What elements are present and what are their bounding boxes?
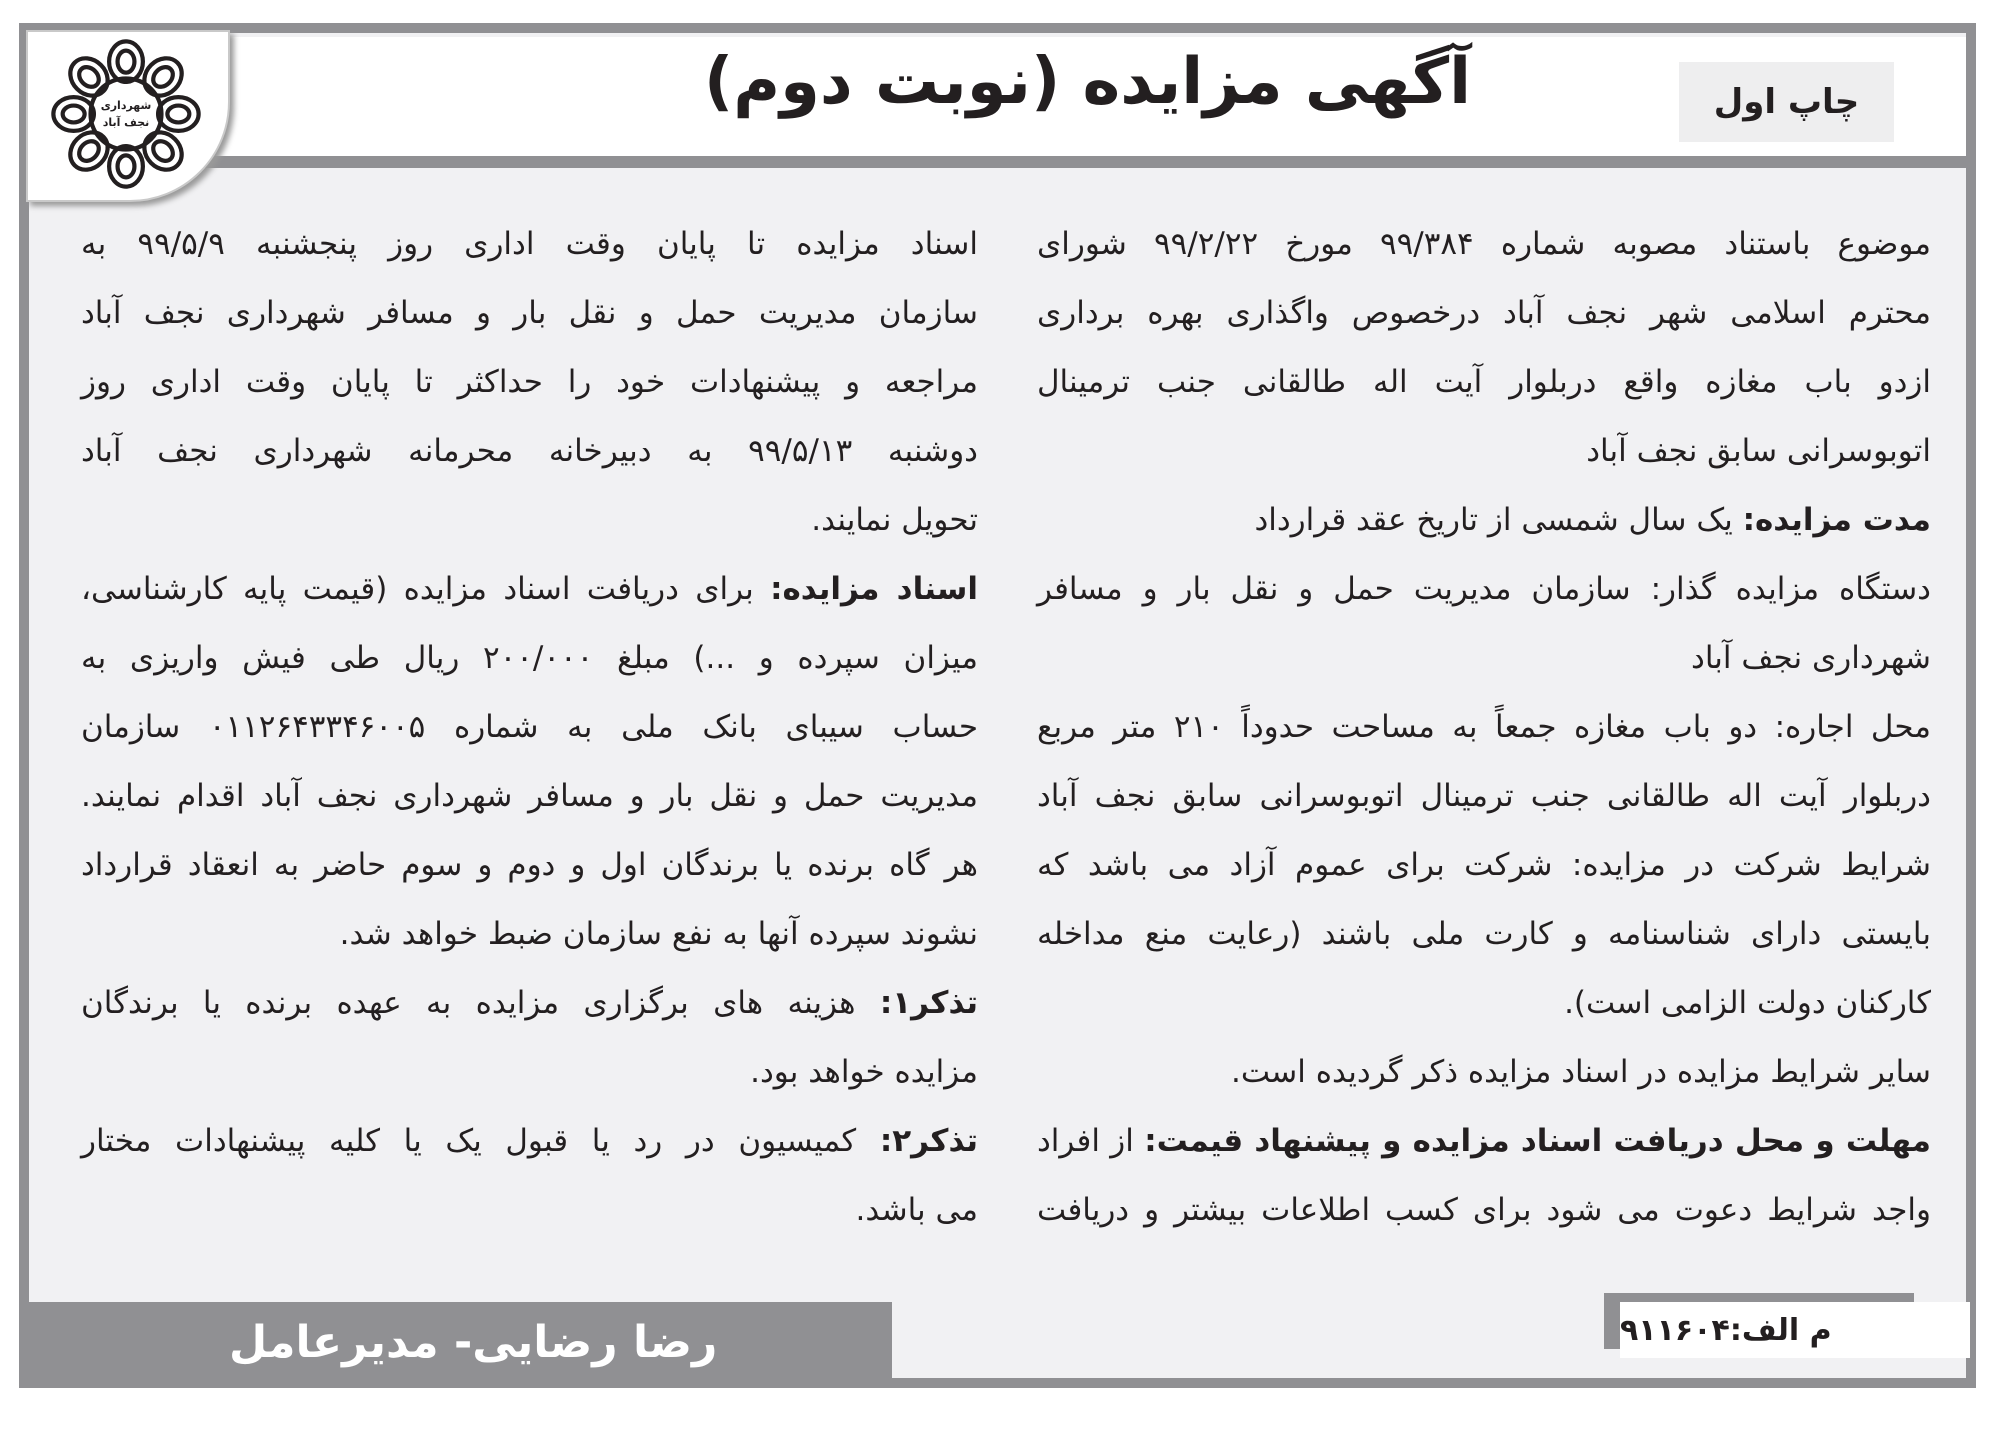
signature-text: رضا رضایی- مدیرعامل: [229, 1317, 718, 1368]
text-line: [1037, 624, 1931, 693]
line-text: شرایط شرکت در مزایده: شرکت برای عموم آزاد می باشد که: [1037, 847, 1931, 883]
bold-heading: تذکر۲:: [879, 1123, 978, 1159]
text-line: [1037, 279, 1931, 348]
svg-text:شهرداری: شهرداری: [100, 98, 152, 112]
text-line: [1037, 348, 1931, 417]
line-text: میزان سپرده و ...) مبلغ ۲۰۰/۰۰۰ ریال طی فیش واریزی به: [81, 640, 978, 676]
line-text: محل اجاره: دو باب مغازه جمعاً به مساحت حدوداً ۲۱۰ متر مربع: [1037, 709, 1931, 745]
text-line: [1037, 1038, 1931, 1107]
text-line: [1037, 210, 1931, 279]
line-text: اسناد مزایده تا پایان وقت اداری روز پنجشنبه ۹۹/۵/۹ به: [81, 226, 978, 262]
text-line: [81, 555, 978, 624]
line-text: یک سال شمسی از تاریخ عقد قرارداد: [1254, 502, 1743, 538]
line-text: مدیریت حمل و نقل بار و مسافر شهرداری نجف آباد اقدام نمایند.: [81, 778, 978, 814]
line-text: کمیسیون در رد یا قبول یک یا کلیه پیشنهادات مختار: [81, 1123, 880, 1159]
text-line: [1037, 555, 1931, 624]
text-line: [1037, 1176, 1931, 1245]
text-line: [81, 486, 978, 555]
line-text: می باشد.: [855, 1192, 978, 1228]
text-line: [81, 210, 978, 279]
line-text: نشوند سپرده آنها به نفع سازمان ضبط خواهد شد.: [339, 916, 978, 952]
line-text: شهرداری نجف آباد: [1691, 640, 1931, 676]
text-line: [1037, 486, 1931, 555]
text-line: [1037, 417, 1931, 486]
line-text: موضوع باستناد مصوبه شماره ۹۹/۳۸۴ مورخ ۹۹/۲/۲۲ شورای: [1037, 226, 1932, 262]
line-text: هر گاه برنده یا برندگان اول و دوم و سوم حاضر به انعقاد قرارداد: [81, 847, 978, 883]
line-text: برای دریافت اسناد مزایده (قیمت پایه کارشناسی،: [81, 571, 771, 607]
text-line: [1037, 762, 1931, 831]
line-text: ازدو باب مغازه واقع دربلوار آیت اله طالقانی جنب ترمینال: [1037, 364, 1931, 400]
text-line: [81, 900, 978, 969]
ad-code-box: [1620, 1302, 1970, 1358]
line-text: مراجعه و پیشنهادات خود را حداکثر تا پایان وقت اداری روز: [81, 364, 978, 400]
text-line: [81, 348, 978, 417]
text-line: [81, 693, 978, 762]
text-line: [81, 831, 978, 900]
text-line: [81, 417, 978, 486]
text-line: [81, 279, 978, 348]
bold-heading: مدت مزایده:: [1742, 502, 1931, 538]
line-text: مزایده خواهد بود.: [750, 1054, 978, 1090]
right-text-column: [1037, 210, 1931, 1245]
line-text: کارکنان دولت الزامی است).: [1564, 985, 1931, 1021]
line-text: واجد شرایط دعوت می شود برای کسب اطلاعات بیشتر و دریافت: [1037, 1192, 1931, 1228]
line-text: سازمان مدیریت حمل و نقل بار و مسافر شهرداری نجف آباد: [81, 295, 978, 331]
text-line: [81, 1038, 978, 1107]
ad-code: م الف:۹۱۱۶۰۴: [1620, 1312, 1832, 1348]
line-text: حساب سیبای بانک ملی به شماره ۰۱۱۲۶۴۳۳۴۶۰۰۵ سازمان: [81, 709, 979, 745]
text-line: [81, 969, 978, 1038]
bold-heading: مهلت و محل دریافت اسناد مزایده و پیشنهاد قیمت:: [1144, 1123, 1931, 1159]
text-line: [1037, 693, 1931, 762]
text-line: [81, 1107, 978, 1176]
line-text: دربلوار آیت اله طالقانی جنب ترمینال اتوبوسرانی سابق نجف آباد: [1037, 778, 1931, 814]
text-line: [1037, 900, 1931, 969]
line-text: تحویل نمایند.: [811, 502, 978, 538]
municipality-logo: [26, 30, 230, 202]
line-text: محترم اسلامی شهر نجف آباد درخصوص واگذاری بهره برداری: [1037, 295, 1931, 331]
text-line: [81, 1176, 978, 1245]
text-line: [1037, 1107, 1931, 1176]
bold-heading: تذکر۱:: [879, 985, 978, 1021]
text-line: [81, 624, 978, 693]
left-text-column: [81, 210, 978, 1245]
line-text: دوشنبه ۹۹/۵/۱۳ به دبیرخانه محرمانه شهرداری نجف آباد: [81, 433, 978, 469]
line-text: از افراد: [1037, 1123, 1145, 1159]
text-line: [1037, 969, 1931, 1038]
edition-badge: چاپ اول: [1679, 62, 1894, 142]
notice-header: [29, 37, 1966, 168]
text-line: [1037, 831, 1931, 900]
logo-emblem-icon: [50, 38, 202, 190]
bold-heading: اسناد مزایده:: [770, 571, 978, 607]
notice-title: آگهی مزایده (نوبت دوم): [703, 45, 1472, 119]
line-text: هزینه های برگزاری مزایده به عهده برنده یا برندگان: [81, 985, 880, 1021]
line-text: دستگاه مزایده گذار: سازمان مدیریت حمل و نقل بار و مسافر: [1037, 571, 1931, 607]
svg-text:نجف آباد: نجف آباد: [102, 115, 150, 129]
signature-bar: [19, 1302, 892, 1383]
line-text: بایستی دارای شناسنامه و کارت ملی باشند (رعایت منع مداخله: [1037, 916, 1931, 952]
text-line: [81, 762, 978, 831]
line-text: سایر شرایط مزایده در اسناد مزایده ذکر گردیده است.: [1231, 1054, 1931, 1090]
line-text: اتوبوسرانی سابق نجف آباد: [1586, 433, 1931, 469]
